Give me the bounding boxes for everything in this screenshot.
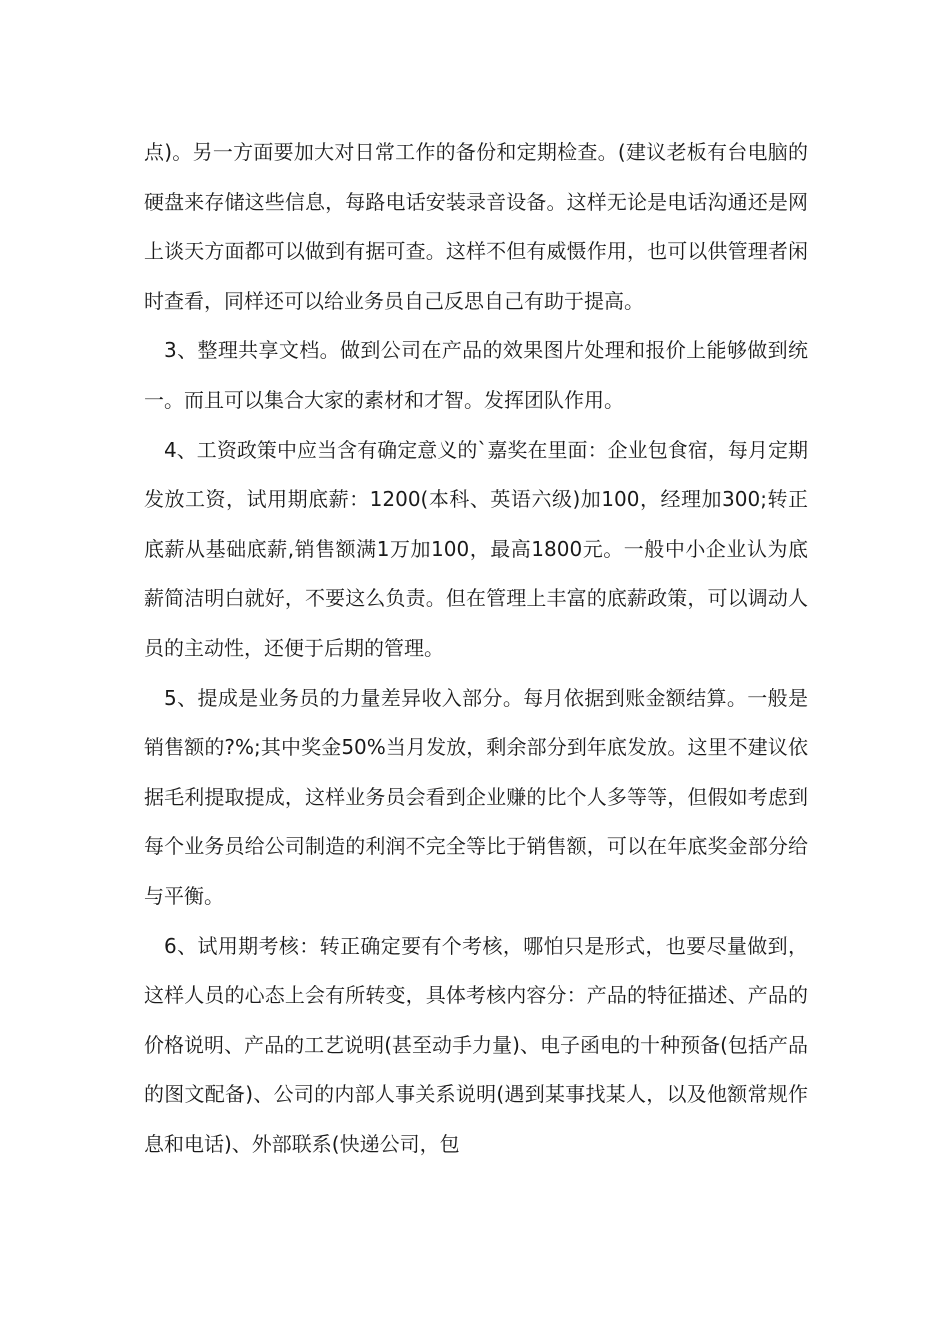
- document-body: [144, 128, 808, 1169]
- paragraph-continuation: 点)。另一方面要加大对日常工作的备份和定期检查。(建议老板有台电脑的硬盘来存储这些信息，每路电话安装录音设备。这样无论是电话沟通还是网上谈天方面都可以做到有据可查。这样不但有威慑作用，也可以供管理者闲时查看，同样还可以给业务员自己反思自己有助于提高。: [144, 140, 808, 313]
- paragraph-item-3: 3、整理共享文档。做到公司在产品的效果图片处理和报价上能够做到统一。而且可以集合大家的素材和才智。发挥团队作用。: [144, 338, 808, 412]
- paragraph-item-5: 5、提成是业务员的力量差异收入部分。每月依据到账金额结算。一般是销售额的?%;其中奖金50%当月发放，剩余部分到年底发放。这里不建议依据毛利提取提成，这样业务员会看到企业赚的比个人多等等，但假如考虑到每个业务员给公司制造的利润不完全等比于销售额，可以在年底奖金部分给与平衡。: [144, 685, 808, 908]
- paragraph-item-6: 6、试用期考核：转正确定要有个考核，哪怕只是形式，也要尽量做到，这样人员的心态上会有所转变，具体考核内容分：产品的特征描述、产品的价格说明、产品的工艺说明(甚至动手力量)、电子函电的十种预备(包括产品的图文配备)、公司的内部人事关系说明(遇到某事找某人，以及他额常规作息和电话)、外部联系(快递公司，包: [144, 933, 808, 1156]
- paragraph-item-4: 4、工资政策中应当含有确定意义的`嘉奖在里面：企业包食宿，每月定期发放工资，试用期底薪：1200(本科、英语六级)加100，经理加300;转正底薪从基础底薪,销售额满1万加100，最高1800元。一般中小企业认为底薪简洁明白就好，不要这么负责。但在管理上丰富的底薪政策，可以调动人员的主动性，还便于后期的管理。: [144, 437, 808, 660]
